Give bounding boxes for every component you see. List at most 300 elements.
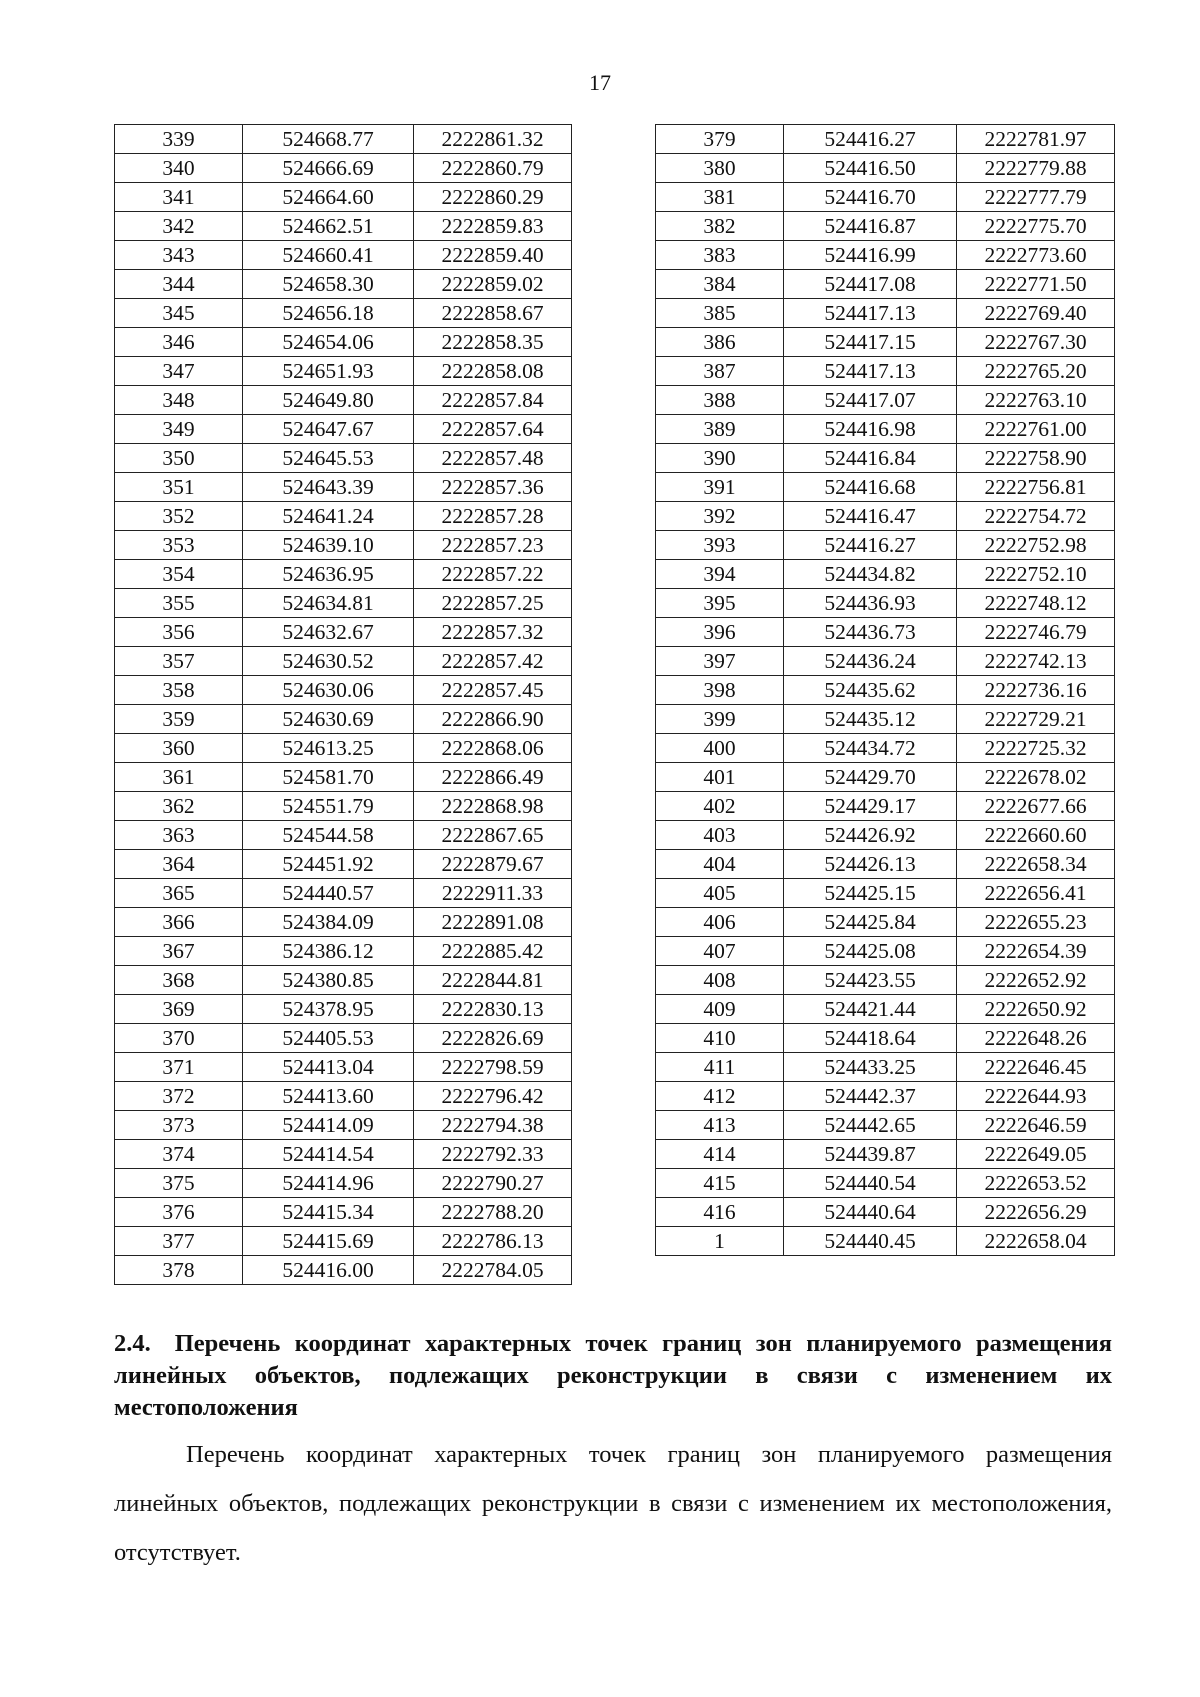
y-coordinate-cell: 2222826.69: [414, 1024, 572, 1053]
x-coordinate-cell: 524380.85: [243, 966, 414, 995]
point-number-cell: 353: [115, 531, 243, 560]
point-number-cell: 359: [115, 705, 243, 734]
table-row: [115, 1227, 572, 1256]
y-coordinate-cell: 2222857.84: [414, 386, 572, 415]
y-coordinate-cell: 2222857.64: [414, 415, 572, 444]
y-coordinate-cell: 2222660.60: [957, 821, 1115, 850]
table-row: [115, 879, 572, 908]
point-number-cell: 348: [115, 386, 243, 415]
point-number-cell: 372: [115, 1082, 243, 1111]
point-number-cell: 1: [656, 1227, 784, 1256]
table-row: [656, 705, 1115, 734]
point-number-cell: 356: [115, 618, 243, 647]
y-coordinate-cell: 2222649.05: [957, 1140, 1115, 1169]
table-row: [115, 1198, 572, 1227]
point-number-cell: 390: [656, 444, 784, 473]
point-number-cell: 378: [115, 1256, 243, 1285]
y-coordinate-cell: 2222752.10: [957, 560, 1115, 589]
x-coordinate-cell: 524414.54: [243, 1140, 414, 1169]
y-coordinate-cell: 2222650.92: [957, 995, 1115, 1024]
y-coordinate-cell: 2222652.92: [957, 966, 1115, 995]
table-row: [115, 502, 572, 531]
table-row: [115, 473, 572, 502]
x-coordinate-cell: 524416.99: [784, 241, 957, 270]
table-row: [656, 879, 1115, 908]
x-coordinate-cell: 524636.95: [243, 560, 414, 589]
table-row: [656, 502, 1115, 531]
coordinates-table-right-body: [656, 125, 1115, 1256]
point-number-cell: 370: [115, 1024, 243, 1053]
table-row: [115, 908, 572, 937]
x-coordinate-cell: 524440.64: [784, 1198, 957, 1227]
x-coordinate-cell: 524440.57: [243, 879, 414, 908]
table-row: [115, 1024, 572, 1053]
point-number-cell: 410: [656, 1024, 784, 1053]
y-coordinate-cell: 2222858.67: [414, 299, 572, 328]
y-coordinate-cell: 2222858.35: [414, 328, 572, 357]
x-coordinate-cell: 524416.50: [784, 154, 957, 183]
y-coordinate-cell: 2222857.42: [414, 647, 572, 676]
x-coordinate-cell: 524418.64: [784, 1024, 957, 1053]
y-coordinate-cell: 2222857.28: [414, 502, 572, 531]
point-number-cell: 343: [115, 241, 243, 270]
table-row: [115, 647, 572, 676]
y-coordinate-cell: 2222784.05: [414, 1256, 572, 1285]
y-coordinate-cell: 2222678.02: [957, 763, 1115, 792]
table-row: [115, 966, 572, 995]
point-number-cell: 382: [656, 212, 784, 241]
point-number-cell: 351: [115, 473, 243, 502]
table-row: [115, 589, 572, 618]
x-coordinate-cell: 524440.45: [784, 1227, 957, 1256]
table-row: [115, 415, 572, 444]
point-number-cell: 352: [115, 502, 243, 531]
table-row: [656, 328, 1115, 357]
y-coordinate-cell: 2222786.13: [414, 1227, 572, 1256]
x-coordinate-cell: 524630.52: [243, 647, 414, 676]
y-coordinate-cell: 2222857.22: [414, 560, 572, 589]
x-coordinate-cell: 524421.44: [784, 995, 957, 1024]
point-number-cell: 347: [115, 357, 243, 386]
table-row: [656, 1227, 1115, 1256]
x-coordinate-cell: 524415.69: [243, 1227, 414, 1256]
y-coordinate-cell: 2222858.08: [414, 357, 572, 386]
point-number-cell: 346: [115, 328, 243, 357]
y-coordinate-cell: 2222868.06: [414, 734, 572, 763]
section-title: Перечень координат характерных точек границ зон планируемого размещения линейных объектов, подлежащих реконструкции в связи с изменением их местоположения: [114, 1330, 1112, 1421]
point-number-cell: 341: [115, 183, 243, 212]
table-row: [656, 1198, 1115, 1227]
point-number-cell: 387: [656, 357, 784, 386]
point-number-cell: 377: [115, 1227, 243, 1256]
x-coordinate-cell: 524416.98: [784, 415, 957, 444]
y-coordinate-cell: 2222860.79: [414, 154, 572, 183]
table-row: [656, 1140, 1115, 1169]
x-coordinate-cell: 524416.68: [784, 473, 957, 502]
point-number-cell: 400: [656, 734, 784, 763]
x-coordinate-cell: 524641.24: [243, 502, 414, 531]
point-number-cell: 404: [656, 850, 784, 879]
page-number: 17: [589, 70, 611, 95]
table-row: [115, 763, 572, 792]
y-coordinate-cell: 2222752.98: [957, 531, 1115, 560]
point-number-cell: 364: [115, 850, 243, 879]
table-row: [115, 1082, 572, 1111]
y-coordinate-cell: 2222655.23: [957, 908, 1115, 937]
y-coordinate-cell: 2222859.02: [414, 270, 572, 299]
table-row: [656, 589, 1115, 618]
point-number-cell: 349: [115, 415, 243, 444]
y-coordinate-cell: 2222769.40: [957, 299, 1115, 328]
y-coordinate-cell: 2222866.49: [414, 763, 572, 792]
x-coordinate-cell: 524417.15: [784, 328, 957, 357]
coordinates-table-left: [114, 124, 572, 1285]
y-coordinate-cell: 2222788.20: [414, 1198, 572, 1227]
table-row: [656, 734, 1115, 763]
point-number-cell: 407: [656, 937, 784, 966]
x-coordinate-cell: 524429.70: [784, 763, 957, 792]
point-number-cell: 395: [656, 589, 784, 618]
y-coordinate-cell: 2222658.34: [957, 850, 1115, 879]
point-number-cell: 401: [656, 763, 784, 792]
table-row: [115, 386, 572, 415]
y-coordinate-cell: 2222792.33: [414, 1140, 572, 1169]
point-number-cell: 385: [656, 299, 784, 328]
x-coordinate-cell: 524666.69: [243, 154, 414, 183]
x-coordinate-cell: 524416.84: [784, 444, 957, 473]
x-coordinate-cell: 524415.34: [243, 1198, 414, 1227]
point-number-cell: 414: [656, 1140, 784, 1169]
point-number-cell: 350: [115, 444, 243, 473]
table-row: [656, 560, 1115, 589]
table-row: [656, 299, 1115, 328]
table-row: [656, 937, 1115, 966]
point-number-cell: 412: [656, 1082, 784, 1111]
x-coordinate-cell: 524436.24: [784, 647, 957, 676]
table-row: [656, 125, 1115, 154]
x-coordinate-cell: 524632.67: [243, 618, 414, 647]
table-row: [656, 444, 1115, 473]
x-coordinate-cell: 524416.70: [784, 183, 957, 212]
point-number-cell: 411: [656, 1053, 784, 1082]
point-number-cell: 371: [115, 1053, 243, 1082]
y-coordinate-cell: 2222779.88: [957, 154, 1115, 183]
table-row: [656, 850, 1115, 879]
y-coordinate-cell: 2222844.81: [414, 966, 572, 995]
x-coordinate-cell: 524425.08: [784, 937, 957, 966]
x-coordinate-cell: 524645.53: [243, 444, 414, 473]
table-row: [115, 299, 572, 328]
x-coordinate-cell: 524551.79: [243, 792, 414, 821]
table-row: [656, 821, 1115, 850]
table-row: [656, 183, 1115, 212]
point-number-cell: 363: [115, 821, 243, 850]
x-coordinate-cell: 524384.09: [243, 908, 414, 937]
y-coordinate-cell: 2222736.16: [957, 676, 1115, 705]
table-row: [656, 154, 1115, 183]
point-number-cell: 383: [656, 241, 784, 270]
x-coordinate-cell: 524433.25: [784, 1053, 957, 1082]
x-coordinate-cell: 524413.60: [243, 1082, 414, 1111]
x-coordinate-cell: 524417.13: [784, 357, 957, 386]
x-coordinate-cell: 524416.47: [784, 502, 957, 531]
table-row: [656, 908, 1115, 937]
x-coordinate-cell: 524660.41: [243, 241, 414, 270]
x-coordinate-cell: 524425.15: [784, 879, 957, 908]
x-coordinate-cell: 524436.73: [784, 618, 957, 647]
table-row: [115, 183, 572, 212]
point-number-cell: 360: [115, 734, 243, 763]
x-coordinate-cell: 524658.30: [243, 270, 414, 299]
table-row: [115, 734, 572, 763]
point-number-cell: 384: [656, 270, 784, 299]
point-number-cell: 339: [115, 125, 243, 154]
y-coordinate-cell: 2222654.39: [957, 937, 1115, 966]
table-row: [115, 212, 572, 241]
x-coordinate-cell: 524613.25: [243, 734, 414, 763]
table-row: [115, 1169, 572, 1198]
x-coordinate-cell: 524405.53: [243, 1024, 414, 1053]
x-coordinate-cell: 524668.77: [243, 125, 414, 154]
point-number-cell: 403: [656, 821, 784, 850]
table-row: [115, 618, 572, 647]
table-row: [115, 328, 572, 357]
x-coordinate-cell: 524664.60: [243, 183, 414, 212]
y-coordinate-cell: 2222860.29: [414, 183, 572, 212]
table-row: [115, 1140, 572, 1169]
y-coordinate-cell: 2222746.79: [957, 618, 1115, 647]
point-number-cell: 369: [115, 995, 243, 1024]
y-coordinate-cell: 2222658.04: [957, 1227, 1115, 1256]
x-coordinate-cell: 524654.06: [243, 328, 414, 357]
x-coordinate-cell: 524417.07: [784, 386, 957, 415]
x-coordinate-cell: 524630.69: [243, 705, 414, 734]
point-number-cell: 362: [115, 792, 243, 821]
x-coordinate-cell: 524643.39: [243, 473, 414, 502]
table-row: [656, 241, 1115, 270]
x-coordinate-cell: 524429.17: [784, 792, 957, 821]
y-coordinate-cell: 2222646.45: [957, 1053, 1115, 1082]
point-number-cell: 388: [656, 386, 784, 415]
x-coordinate-cell: 524662.51: [243, 212, 414, 241]
table-row: [656, 473, 1115, 502]
y-coordinate-cell: 2222911.33: [414, 879, 572, 908]
table-row: [656, 763, 1115, 792]
x-coordinate-cell: 524416.27: [784, 531, 957, 560]
x-coordinate-cell: 524416.87: [784, 212, 957, 241]
table-row: [115, 995, 572, 1024]
point-number-cell: 367: [115, 937, 243, 966]
point-number-cell: 342: [115, 212, 243, 241]
table-row: [115, 154, 572, 183]
x-coordinate-cell: 524440.54: [784, 1169, 957, 1198]
y-coordinate-cell: 2222794.38: [414, 1111, 572, 1140]
point-number-cell: 357: [115, 647, 243, 676]
table-row: [656, 676, 1115, 705]
y-coordinate-cell: 2222891.08: [414, 908, 572, 937]
y-coordinate-cell: 2222857.25: [414, 589, 572, 618]
y-coordinate-cell: 2222677.66: [957, 792, 1115, 821]
y-coordinate-cell: 2222861.32: [414, 125, 572, 154]
point-number-cell: 380: [656, 154, 784, 183]
y-coordinate-cell: 2222653.52: [957, 1169, 1115, 1198]
table-row: [656, 1111, 1115, 1140]
table-row: [115, 1053, 572, 1082]
x-coordinate-cell: 524426.13: [784, 850, 957, 879]
x-coordinate-cell: 524451.92: [243, 850, 414, 879]
table-row: [115, 676, 572, 705]
y-coordinate-cell: 2222742.13: [957, 647, 1115, 676]
y-coordinate-cell: 2222644.93: [957, 1082, 1115, 1111]
x-coordinate-cell: 524386.12: [243, 937, 414, 966]
y-coordinate-cell: 2222758.90: [957, 444, 1115, 473]
table-row: [656, 1024, 1115, 1053]
table-row: [656, 1082, 1115, 1111]
y-coordinate-cell: 2222767.30: [957, 328, 1115, 357]
point-number-cell: 413: [656, 1111, 784, 1140]
point-number-cell: 389: [656, 415, 784, 444]
y-coordinate-cell: 2222725.32: [957, 734, 1115, 763]
x-coordinate-cell: 524581.70: [243, 763, 414, 792]
section-heading: [114, 1328, 1112, 1424]
x-coordinate-cell: 524434.72: [784, 734, 957, 763]
y-coordinate-cell: 2222729.21: [957, 705, 1115, 734]
point-number-cell: 386: [656, 328, 784, 357]
table-row: [656, 415, 1115, 444]
y-coordinate-cell: 2222790.27: [414, 1169, 572, 1198]
point-number-cell: 415: [656, 1169, 784, 1198]
x-coordinate-cell: 524417.13: [784, 299, 957, 328]
x-coordinate-cell: 524426.92: [784, 821, 957, 850]
point-number-cell: 366: [115, 908, 243, 937]
point-number-cell: 375: [115, 1169, 243, 1198]
point-number-cell: 394: [656, 560, 784, 589]
table-row: [115, 125, 572, 154]
y-coordinate-cell: 2222646.59: [957, 1111, 1115, 1140]
y-coordinate-cell: 2222857.23: [414, 531, 572, 560]
point-number-cell: 365: [115, 879, 243, 908]
table-row: [656, 386, 1115, 415]
table-row: [656, 1053, 1115, 1082]
table-row: [656, 212, 1115, 241]
point-number-cell: 398: [656, 676, 784, 705]
table-row: [115, 850, 572, 879]
x-coordinate-cell: 524442.65: [784, 1111, 957, 1140]
coordinates-table-right: [655, 124, 1115, 1256]
y-coordinate-cell: 2222748.12: [957, 589, 1115, 618]
y-coordinate-cell: 2222857.32: [414, 618, 572, 647]
x-coordinate-cell: 524413.04: [243, 1053, 414, 1082]
x-coordinate-cell: 524416.27: [784, 125, 957, 154]
table-row: [656, 357, 1115, 386]
table-row: [115, 705, 572, 734]
table-row: [656, 792, 1115, 821]
point-number-cell: 416: [656, 1198, 784, 1227]
point-number-cell: 361: [115, 763, 243, 792]
y-coordinate-cell: 2222761.00: [957, 415, 1115, 444]
point-number-cell: 374: [115, 1140, 243, 1169]
y-coordinate-cell: 2222857.36: [414, 473, 572, 502]
table-row: [656, 1169, 1115, 1198]
y-coordinate-cell: 2222763.10: [957, 386, 1115, 415]
y-coordinate-cell: 2222830.13: [414, 995, 572, 1024]
x-coordinate-cell: 524649.80: [243, 386, 414, 415]
x-coordinate-cell: 524544.58: [243, 821, 414, 850]
y-coordinate-cell: 2222867.65: [414, 821, 572, 850]
y-coordinate-cell: 2222771.50: [957, 270, 1115, 299]
table-row: [656, 647, 1115, 676]
x-coordinate-cell: 524639.10: [243, 531, 414, 560]
y-coordinate-cell: 2222857.48: [414, 444, 572, 473]
point-number-cell: 355: [115, 589, 243, 618]
y-coordinate-cell: 2222648.26: [957, 1024, 1115, 1053]
y-coordinate-cell: 2222868.98: [414, 792, 572, 821]
x-coordinate-cell: 524647.67: [243, 415, 414, 444]
point-number-cell: 393: [656, 531, 784, 560]
point-number-cell: 402: [656, 792, 784, 821]
table-row: [115, 560, 572, 589]
coordinates-table-left-body: [115, 125, 572, 1285]
point-number-cell: 409: [656, 995, 784, 1024]
table-row: [115, 1256, 572, 1285]
table-row: [115, 531, 572, 560]
x-coordinate-cell: 524630.06: [243, 676, 414, 705]
point-number-cell: 399: [656, 705, 784, 734]
x-coordinate-cell: 524442.37: [784, 1082, 957, 1111]
y-coordinate-cell: 2222859.40: [414, 241, 572, 270]
y-coordinate-cell: 2222765.20: [957, 357, 1115, 386]
x-coordinate-cell: 524425.84: [784, 908, 957, 937]
y-coordinate-cell: 2222756.81: [957, 473, 1115, 502]
x-coordinate-cell: 524434.82: [784, 560, 957, 589]
table-row: [115, 444, 572, 473]
y-coordinate-cell: 2222773.60: [957, 241, 1115, 270]
y-coordinate-cell: 2222885.42: [414, 937, 572, 966]
point-number-cell: 358: [115, 676, 243, 705]
y-coordinate-cell: 2222754.72: [957, 502, 1115, 531]
table-row: [115, 821, 572, 850]
point-number-cell: 376: [115, 1198, 243, 1227]
table-row: [656, 995, 1115, 1024]
point-number-cell: 406: [656, 908, 784, 937]
section-body: Перечень координат характерных точек границ зон планируемого размещения линейных объектов, подлежащих реконструкции в связи с изменением их местоположения, отсутствует.: [114, 1441, 1112, 1566]
point-number-cell: 381: [656, 183, 784, 212]
point-number-cell: 379: [656, 125, 784, 154]
point-number-cell: 345: [115, 299, 243, 328]
x-coordinate-cell: 524634.81: [243, 589, 414, 618]
point-number-cell: 408: [656, 966, 784, 995]
x-coordinate-cell: 524417.08: [784, 270, 957, 299]
table-row: [115, 792, 572, 821]
point-number-cell: 397: [656, 647, 784, 676]
table-row: [115, 937, 572, 966]
point-number-cell: 392: [656, 502, 784, 531]
y-coordinate-cell: 2222777.79: [957, 183, 1115, 212]
y-coordinate-cell: 2222798.59: [414, 1053, 572, 1082]
x-coordinate-cell: 524423.55: [784, 966, 957, 995]
y-coordinate-cell: 2222857.45: [414, 676, 572, 705]
x-coordinate-cell: 524439.87: [784, 1140, 957, 1169]
y-coordinate-cell: 2222656.29: [957, 1198, 1115, 1227]
section-number: 2.4.: [114, 1330, 151, 1357]
point-number-cell: 340: [115, 154, 243, 183]
y-coordinate-cell: 2222796.42: [414, 1082, 572, 1111]
y-coordinate-cell: 2222781.97: [957, 125, 1115, 154]
table-row: [115, 1111, 572, 1140]
point-number-cell: 368: [115, 966, 243, 995]
x-coordinate-cell: 524435.62: [784, 676, 957, 705]
table-row: [656, 531, 1115, 560]
